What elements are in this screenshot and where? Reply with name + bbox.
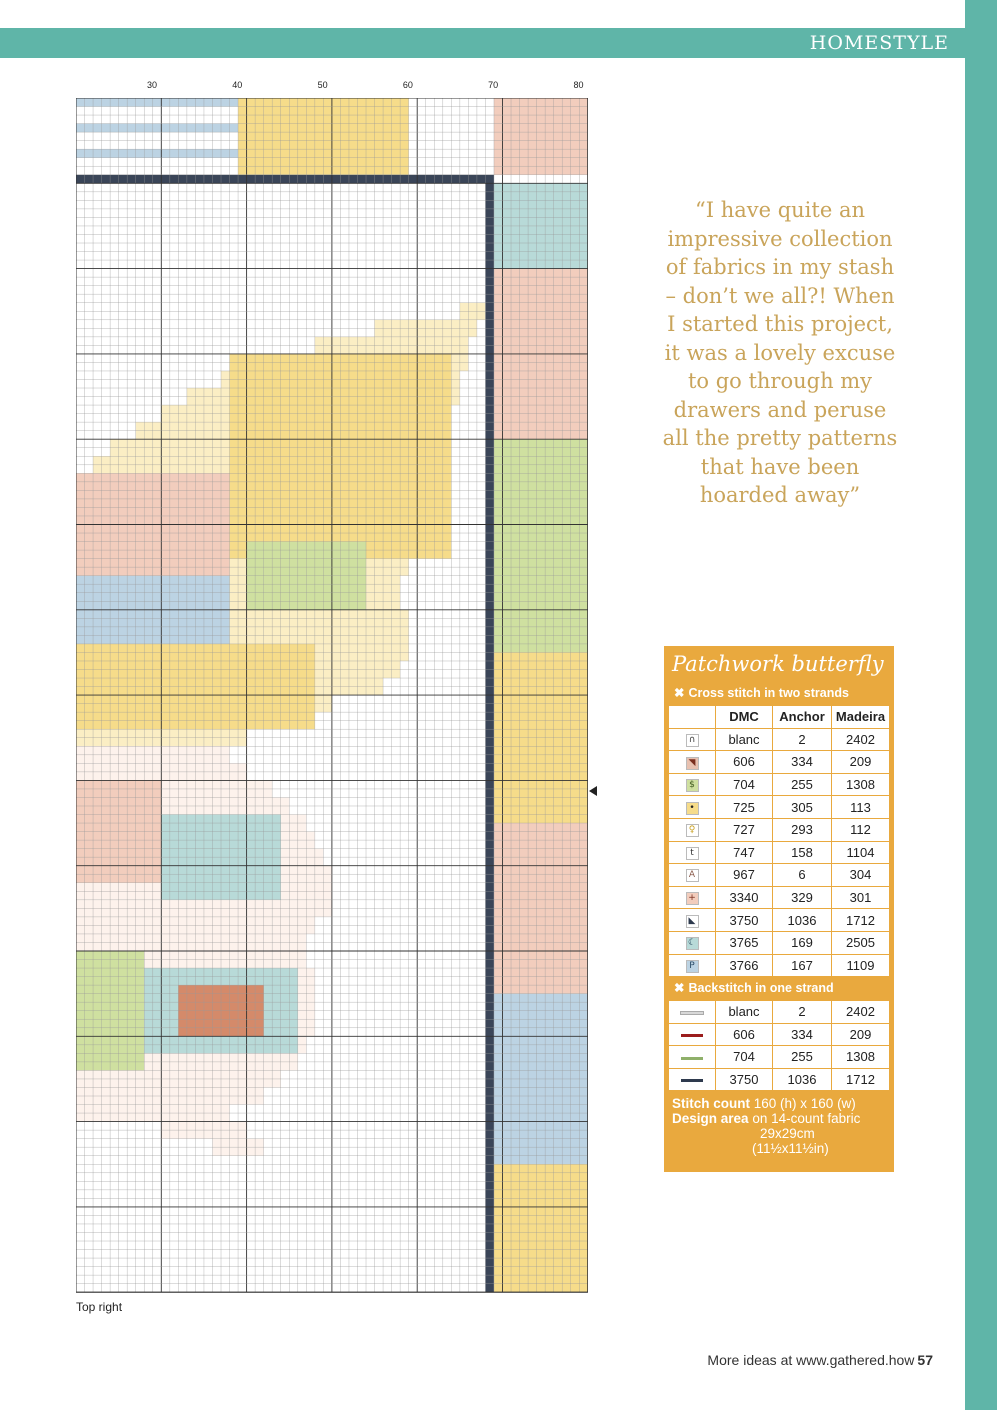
backstitch-anchor-cell: 334 (773, 1023, 832, 1046)
key-madeira-cell: 304 (832, 864, 890, 887)
backstitch-madeira-cell: 209 (832, 1023, 890, 1046)
backstitch-row (669, 1046, 890, 1069)
key-dmc-cell: blanc (716, 728, 773, 751)
key-anchor-cell: 158 (773, 841, 832, 864)
backstitch-dmc-cell: 606 (716, 1023, 773, 1046)
quote-line: hoarded away” (699, 483, 861, 507)
footer-more-ideas: More ideas at www.gathered.how (707, 1352, 915, 1368)
key-dmc-cell: 3765 (716, 931, 773, 954)
backstitch-row (669, 1001, 890, 1024)
backstitch-dmc-cell: 704 (716, 1046, 773, 1069)
axis-number: 70 (488, 80, 499, 90)
key-symbol-cell (669, 909, 716, 932)
key-row (669, 954, 890, 977)
backstitch-line-cell (669, 1068, 716, 1091)
axis-number: 50 (317, 80, 328, 90)
cross-mark-icon: ✖ (674, 981, 685, 995)
key-anchor-cell: 329 (773, 886, 832, 909)
backstitch-anchor-cell: 2 (773, 1001, 832, 1024)
backstitch-line-cell (669, 1023, 716, 1046)
backstitch-heading-text: Backstitch in one strand (688, 981, 834, 995)
key-header-anchor: Anchor (773, 706, 832, 729)
backstitch-anchor-cell: 1036 (773, 1068, 832, 1091)
axis-number: 40 (232, 80, 243, 90)
key-dmc-cell: 704 (716, 773, 773, 796)
backstitch-row (669, 1068, 890, 1091)
quote-line: all the pretty patterns (662, 426, 898, 450)
quote-line: it was a lovely excuse (664, 340, 896, 365)
stitch-info (672, 1096, 892, 1156)
key-madeira-cell: 1308 (832, 773, 890, 796)
key-anchor-cell: 6 (773, 864, 832, 887)
key-header-symbol (669, 706, 716, 729)
key-symbol-swatch: ◥ (686, 757, 699, 770)
cross-mark-icon: ✖ (674, 686, 685, 700)
key-dmc-cell: 725 (716, 796, 773, 819)
key-header-madeira: Madeira (832, 706, 890, 729)
key-symbol-swatch: A (686, 869, 699, 882)
design-area-value: on 14-count fabric (752, 1111, 861, 1126)
key-madeira-cell: 113 (832, 796, 890, 819)
key-symbol-cell (669, 773, 716, 796)
key-symbol-cell (669, 751, 716, 774)
quote-line: impressive collection (667, 226, 893, 251)
backstitch-line-swatch (680, 1011, 704, 1015)
key-title: Patchwork butterfly (672, 652, 884, 676)
key-row (669, 773, 890, 796)
axis-number: 30 (146, 80, 158, 90)
backstitch-line-cell (669, 1001, 716, 1024)
key-symbol-swatch: + (686, 892, 699, 905)
key-symbol-swatch: ♀ (686, 824, 699, 837)
key-symbol-cell (669, 728, 716, 751)
quote-line: “I have quite an (695, 198, 865, 222)
key-madeira-cell: 2505 (832, 931, 890, 954)
backstitch-madeira-cell: 1308 (832, 1046, 890, 1069)
key-anchor-cell: 255 (773, 773, 832, 796)
centre-arrow-marker (589, 786, 597, 796)
key-madeira-cell: 2402 (832, 728, 890, 751)
key-madeira-cell: 112 (832, 818, 890, 841)
key-dmc-cell: 3340 (716, 886, 773, 909)
key-dmc-cell: 3750 (716, 909, 773, 932)
backstitch-dmc-cell: 3750 (716, 1068, 773, 1091)
key-dmc-cell: 747 (716, 841, 773, 864)
key-row (669, 886, 890, 909)
key-symbol-swatch: $ (686, 779, 699, 792)
design-area-label: Design area (672, 1111, 749, 1126)
design-area-cm: 29x29cm (760, 1126, 815, 1141)
quote-line: – don’t we all?! When (665, 283, 895, 308)
key-madeira-cell: 209 (832, 751, 890, 774)
cross-stitch-heading-text: Cross stitch in two strands (688, 686, 849, 700)
key-madeira-cell: 1712 (832, 909, 890, 932)
key-row (669, 796, 890, 819)
backstitch-key-table (668, 1000, 890, 1091)
cross-stitch-heading (674, 685, 849, 700)
page-number: 57 (917, 1352, 933, 1368)
backstitch-dmc-cell: blanc (716, 1001, 773, 1024)
quote-line: to go through my (687, 369, 873, 393)
key-anchor-cell: 334 (773, 751, 832, 774)
axis-number: 80 (573, 80, 584, 90)
right-edge-stripe (965, 0, 997, 1410)
key-symbol-swatch: • (686, 802, 699, 815)
stitch-count-label: Stitch count (672, 1096, 750, 1111)
backstitch-madeira-cell: 1712 (832, 1068, 890, 1091)
key-dmc-cell: 606 (716, 751, 773, 774)
key-row (669, 841, 890, 864)
key-dmc-cell: 727 (716, 818, 773, 841)
backstitch-row (669, 1023, 890, 1046)
pull-quote (655, 196, 905, 510)
key-dmc-cell: 3766 (716, 954, 773, 977)
key-symbol-cell (669, 841, 716, 864)
key-symbol-cell (669, 818, 716, 841)
key-madeira-cell: 301 (832, 886, 890, 909)
backstitch-heading (674, 980, 834, 995)
key-symbol-cell (669, 864, 716, 887)
quote-line: I started this project, (667, 312, 893, 336)
key-row (669, 864, 890, 887)
backstitch-line-swatch (681, 1079, 703, 1082)
key-symbol-cell (669, 931, 716, 954)
key-anchor-cell: 167 (773, 954, 832, 977)
key-row (669, 751, 890, 774)
stitch-count-value: 160 (h) x 160 (w) (753, 1096, 856, 1111)
quote-line: of fabrics in my stash (665, 255, 895, 279)
key-symbol-swatch: ∩ (686, 734, 699, 747)
key-row (669, 931, 890, 954)
key-anchor-cell: 305 (773, 796, 832, 819)
key-symbol-swatch: t (686, 847, 699, 860)
page-footer (707, 1352, 933, 1368)
quote-line: drawers and peruse (673, 397, 887, 422)
key-symbol-swatch: ☾ (686, 937, 699, 950)
key-symbol-cell (669, 954, 716, 977)
quote-line: that have been (700, 454, 860, 479)
key-symbol-swatch: P (686, 960, 699, 973)
section-label: HOMESTYLE (809, 32, 949, 54)
chart-caption: Top right (76, 1300, 123, 1314)
key-dmc-cell: 967 (716, 864, 773, 887)
key-header-row (669, 706, 890, 729)
cross-stitch-key-table (668, 705, 890, 977)
key-row (669, 818, 890, 841)
chart-key-panel (664, 646, 894, 1172)
key-symbol-cell (669, 886, 716, 909)
backstitch-line-swatch (681, 1057, 703, 1060)
key-anchor-cell: 1036 (773, 909, 832, 932)
chart-grid (76, 98, 588, 1296)
design-area-in: (11½x11½in) (752, 1141, 829, 1156)
backstitch-madeira-cell: 2402 (832, 1001, 890, 1024)
key-anchor-cell: 169 (773, 931, 832, 954)
key-header-dmc: DMC (716, 706, 773, 729)
key-row (669, 728, 890, 751)
key-symbol-cell (669, 796, 716, 819)
backstitch-line-swatch (681, 1034, 703, 1037)
key-madeira-cell: 1109 (832, 954, 890, 977)
key-anchor-cell: 2 (773, 728, 832, 751)
axis-number: 60 (402, 80, 413, 90)
key-anchor-cell: 293 (773, 818, 832, 841)
key-row (669, 909, 890, 932)
backstitch-line-cell (669, 1046, 716, 1069)
key-madeira-cell: 1104 (832, 841, 890, 864)
key-symbol-swatch: ◣ (686, 915, 699, 928)
cross-stitch-chart (76, 80, 591, 1300)
backstitch-anchor-cell: 255 (773, 1046, 832, 1069)
